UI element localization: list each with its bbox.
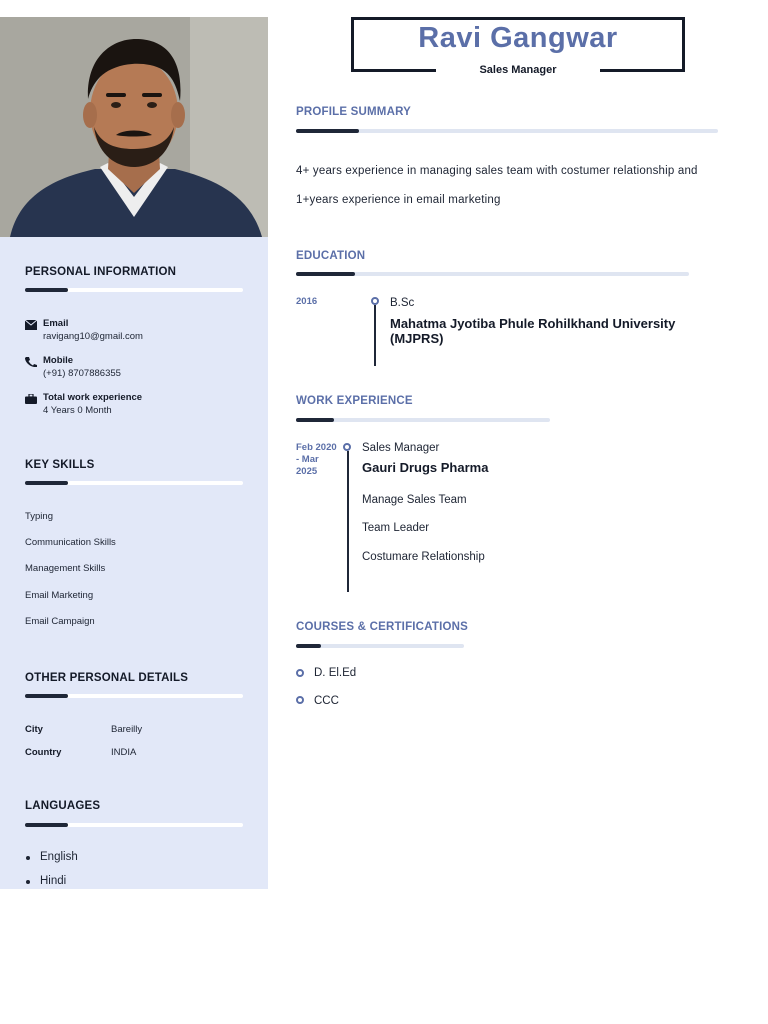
summary-line: 4+ years experience in managing sales team with costumer relationship and (296, 165, 698, 177)
skill-item: Management Skills (25, 563, 106, 574)
education-divider (296, 272, 689, 276)
work-date-start: Feb 2020 (296, 442, 337, 453)
courses-divider (296, 644, 464, 648)
country-value: INDIA (111, 747, 137, 758)
work-date (296, 442, 337, 478)
mobile-label: Mobile (43, 355, 74, 366)
city-label: City (25, 724, 43, 735)
duty-item: Manage Sales Team (362, 494, 467, 506)
email-icon (25, 320, 37, 330)
key-skills-heading: KEY SKILLS (25, 459, 95, 471)
other-details-divider (25, 694, 243, 698)
duty-item: Costumare Relationship (362, 551, 485, 563)
company-name: Gauri Drugs Pharma (362, 460, 489, 475)
job-title: Sales Manager (362, 442, 440, 454)
email-label: Email (43, 318, 69, 329)
email-value: ravigang10@gmail.com (43, 331, 143, 342)
candidate-role: Sales Manager (479, 64, 557, 76)
mobile-value: (+91) 8707886355 (43, 368, 121, 379)
city-value: Bareilly (111, 724, 143, 735)
timeline-line (374, 305, 376, 366)
school-name: Mahatma Jyotiba Phule Rohilkhand University (MJPRS) (390, 316, 676, 346)
course-bullet-icon (296, 669, 304, 677)
candidate-name: Ravi Gangwar (418, 22, 618, 54)
languages-divider (25, 823, 243, 827)
work-date-mid: - Mar (296, 454, 319, 465)
degree: B.Sc (390, 297, 415, 309)
timeline-dot (371, 297, 379, 305)
skill-item: Typing (25, 511, 53, 522)
personal-info-heading: PERSONAL INFORMATION (25, 266, 177, 278)
skill-item: Email Campaign (25, 616, 95, 627)
personal-info-divider (25, 288, 243, 292)
work-date-end: 2025 (296, 466, 318, 477)
profile-photo (0, 17, 268, 237)
work-experience-heading: WORK EXPERIENCE (296, 395, 413, 407)
profile-summary-heading: PROFILE SUMMARY (296, 106, 412, 118)
skill-item: Communication Skills (25, 537, 116, 548)
course-item: D. El.Ed (314, 667, 357, 679)
timeline-dot (343, 443, 351, 451)
duty-item: Team Leader (362, 522, 430, 534)
course-bullet-icon (296, 696, 304, 704)
profile-summary-divider (296, 129, 718, 133)
course-item: CCC (314, 695, 339, 707)
other-details-heading: OTHER PERSONAL DETAILS (25, 672, 189, 684)
phone-icon (25, 357, 37, 367)
briefcase-icon (25, 394, 37, 404)
education-heading: EDUCATION (296, 250, 366, 262)
work-experience-divider (296, 418, 550, 422)
education-year: 2016 (296, 296, 318, 307)
timeline-line (347, 451, 349, 592)
key-skills-divider (25, 481, 243, 485)
courses-heading: COURSES & CERTIFICATIONS (296, 621, 468, 633)
sidebar (0, 17, 268, 889)
languages-heading: LANGUAGES (25, 800, 101, 812)
summary-line: 1+years experience in email marketing (296, 194, 501, 206)
skill-item: Email Marketing (25, 590, 94, 601)
experience-label: Total work experience (43, 392, 143, 403)
language-item: English (40, 851, 78, 863)
language-item: Hindi (40, 875, 67, 887)
experience-value: 4 Years 0 Month (43, 405, 112, 416)
country-label: Country (25, 747, 62, 758)
